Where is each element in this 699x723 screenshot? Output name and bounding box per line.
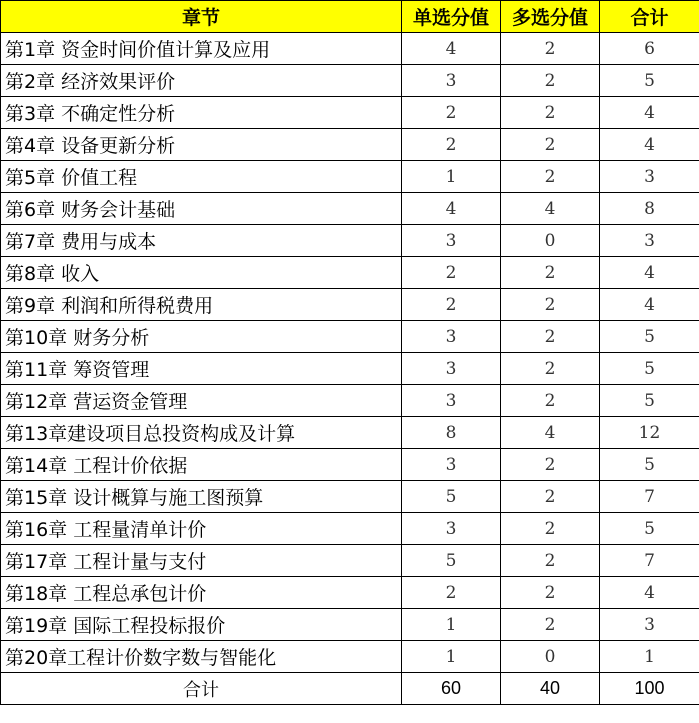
total-single-score: 60 — [402, 673, 501, 705]
total-cell: 5 — [600, 353, 699, 385]
chapter-cell: 第13章建设项目总投资构成及计算 — [1, 417, 402, 449]
chapter-cell: 第17章 工程计量与支付 — [1, 545, 402, 577]
chapter-cell: 第1章 资金时间价值计算及应用 — [1, 33, 402, 65]
table-row — [1, 257, 699, 289]
multi-score-cell: 2 — [501, 481, 600, 513]
chapter-cell: 第19章 国际工程投标报价 — [1, 609, 402, 641]
total-cell: 4 — [600, 577, 699, 609]
single-score-cell: 5 — [402, 545, 501, 577]
total-cell: 5 — [600, 449, 699, 481]
total-cell: 1 — [600, 641, 699, 673]
total-cell: 6 — [600, 33, 699, 65]
table-row — [1, 449, 699, 481]
chapter-cell: 第20章工程计价数字数与智能化 — [1, 641, 402, 673]
single-score-cell: 4 — [402, 33, 501, 65]
single-score-cell: 2 — [402, 257, 501, 289]
table-row — [1, 417, 699, 449]
total-cell: 4 — [600, 257, 699, 289]
multi-score-cell: 2 — [501, 129, 600, 161]
grand-total: 100 — [600, 673, 699, 705]
single-score-cell: 3 — [402, 513, 501, 545]
single-score-cell: 1 — [402, 609, 501, 641]
total-row — [1, 673, 699, 705]
single-score-cell: 4 — [402, 193, 501, 225]
single-score-cell: 2 — [402, 577, 501, 609]
single-score-cell: 1 — [402, 161, 501, 193]
total-cell: 5 — [600, 513, 699, 545]
chapter-cell: 第6章 财务会计基础 — [1, 193, 402, 225]
chapter-cell: 第8章 收入 — [1, 257, 402, 289]
total-cell: 5 — [600, 65, 699, 97]
single-score-cell: 3 — [402, 225, 501, 257]
table-row — [1, 321, 699, 353]
single-score-cell: 3 — [402, 65, 501, 97]
chapter-cell: 第7章 费用与成本 — [1, 225, 402, 257]
multi-score-cell: 2 — [501, 609, 600, 641]
chapter-cell: 第10章 财务分析 — [1, 321, 402, 353]
header-multi-score: 多选分值 — [501, 1, 600, 33]
multi-score-cell: 4 — [501, 417, 600, 449]
table-row — [1, 545, 699, 577]
multi-score-cell: 2 — [501, 161, 600, 193]
table-row — [1, 97, 699, 129]
multi-score-cell: 2 — [501, 33, 600, 65]
multi-score-cell: 2 — [501, 353, 600, 385]
multi-score-cell: 2 — [501, 257, 600, 289]
chapter-cell: 第16章 工程量清单计价 — [1, 513, 402, 545]
table-row — [1, 129, 699, 161]
total-cell: 4 — [600, 289, 699, 321]
multi-score-cell: 2 — [501, 289, 600, 321]
total-cell: 7 — [600, 545, 699, 577]
single-score-cell: 3 — [402, 321, 501, 353]
table-row — [1, 353, 699, 385]
header-row — [1, 1, 699, 33]
multi-score-cell: 2 — [501, 97, 600, 129]
total-cell: 7 — [600, 481, 699, 513]
total-cell: 3 — [600, 225, 699, 257]
multi-score-cell: 2 — [501, 513, 600, 545]
single-score-cell: 5 — [402, 481, 501, 513]
total-cell: 3 — [600, 609, 699, 641]
table-row — [1, 513, 699, 545]
total-cell: 4 — [600, 97, 699, 129]
table-row — [1, 289, 699, 321]
table-row — [1, 193, 699, 225]
multi-score-cell: 4 — [501, 193, 600, 225]
table-row — [1, 481, 699, 513]
table-row — [1, 577, 699, 609]
chapter-cell: 第15章 设计概算与施工图预算 — [1, 481, 402, 513]
table-row — [1, 385, 699, 417]
multi-score-cell: 2 — [501, 65, 600, 97]
header-total: 合计 — [600, 1, 699, 33]
multi-score-cell: 2 — [501, 545, 600, 577]
chapter-cell: 第3章 不确定性分析 — [1, 97, 402, 129]
chapter-cell: 第11章 筹资管理 — [1, 353, 402, 385]
multi-score-cell: 2 — [501, 385, 600, 417]
single-score-cell: 1 — [402, 641, 501, 673]
total-cell: 4 — [600, 129, 699, 161]
single-score-cell: 2 — [402, 97, 501, 129]
table-row — [1, 225, 699, 257]
single-score-cell: 3 — [402, 353, 501, 385]
header-chapter: 章节 — [1, 1, 402, 33]
multi-score-cell: 2 — [501, 449, 600, 481]
multi-score-cell: 2 — [501, 577, 600, 609]
total-cell: 8 — [600, 193, 699, 225]
table-row — [1, 33, 699, 65]
single-score-cell: 2 — [402, 129, 501, 161]
single-score-cell: 2 — [402, 289, 501, 321]
chapter-cell: 第14章 工程计价依据 — [1, 449, 402, 481]
total-multi-score: 40 — [501, 673, 600, 705]
chapter-cell: 第12章 营运资金管理 — [1, 385, 402, 417]
table-row — [1, 161, 699, 193]
single-score-cell: 3 — [402, 385, 501, 417]
multi-score-cell: 0 — [501, 641, 600, 673]
chapter-cell: 第4章 设备更新分析 — [1, 129, 402, 161]
single-score-cell: 8 — [402, 417, 501, 449]
multi-score-cell: 2 — [501, 321, 600, 353]
chapter-cell: 第9章 利润和所得税费用 — [1, 289, 402, 321]
total-cell: 12 — [600, 417, 699, 449]
chapter-cell: 第5章 价值工程 — [1, 161, 402, 193]
single-score-cell: 3 — [402, 449, 501, 481]
table-row — [1, 609, 699, 641]
multi-score-cell: 0 — [501, 225, 600, 257]
total-cell: 5 — [600, 321, 699, 353]
total-label: 合计 — [1, 673, 402, 705]
chapter-cell: 第18章 工程总承包计价 — [1, 577, 402, 609]
total-cell: 3 — [600, 161, 699, 193]
total-cell: 5 — [600, 385, 699, 417]
header-single-score: 单选分值 — [402, 1, 501, 33]
table-row — [1, 641, 699, 673]
table-row — [1, 65, 699, 97]
chapter-cell: 第2章 经济效果评价 — [1, 65, 402, 97]
